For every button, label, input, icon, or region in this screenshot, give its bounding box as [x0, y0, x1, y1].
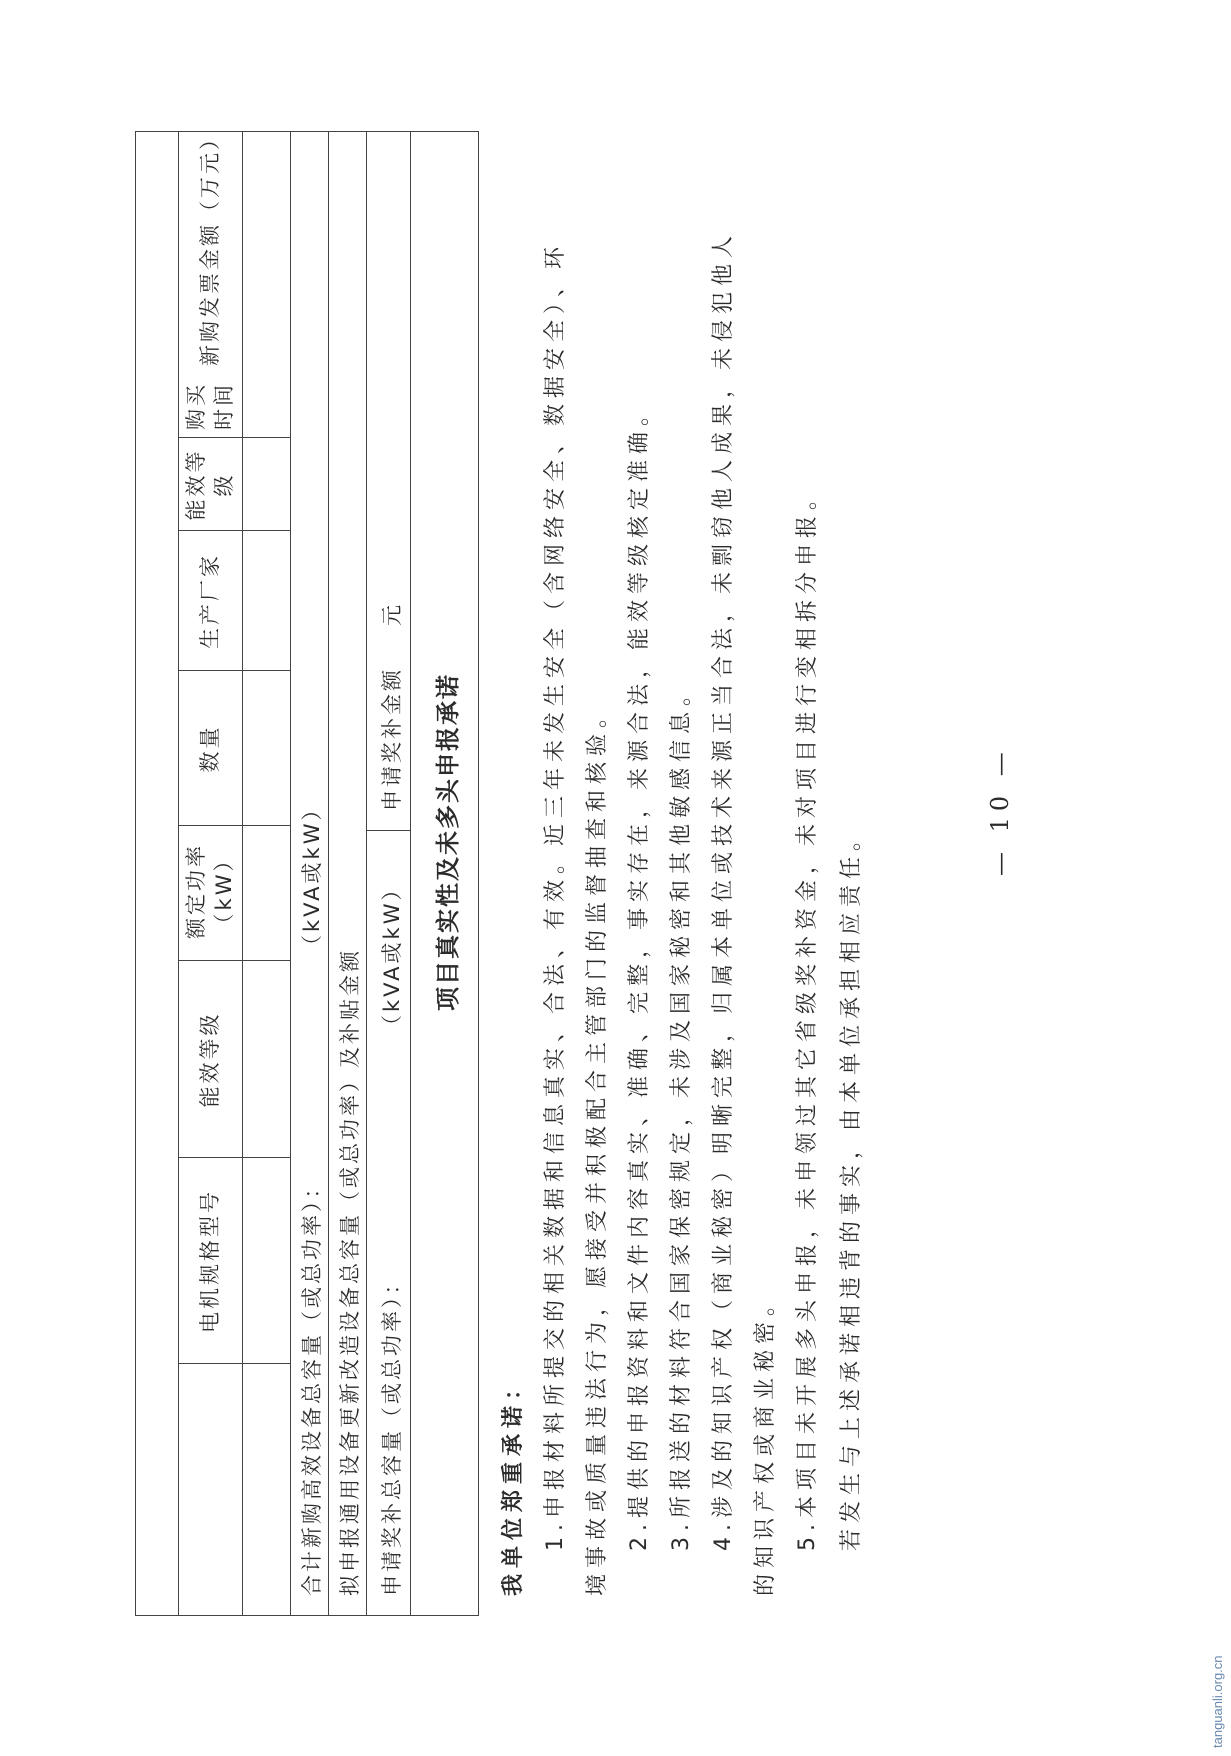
table-rule [410, 131, 411, 1616]
table-rule [366, 131, 367, 1616]
commitment-line: 1.申报材料所提交的相关数据和信息真实、合法、有效。近三年未发生安全（含网络安全、数据安全）、环 [543, 241, 568, 1551]
header-motor-model: 电机规格型号 [197, 1189, 222, 1333]
commitment-line: 5.本项目未开展多头申报，未申领过其它省级奖补资金，未对项目进行变相拆分申报。 [795, 482, 820, 1551]
header-manufacturer: 生产厂家 [197, 553, 222, 649]
commitment-title: 项目真实性及未多头申报承诺 [434, 673, 462, 1011]
apply-capacity-unit: （kVA或kW） [380, 876, 404, 1036]
page-number: — 10 — [986, 746, 1014, 876]
commitment-line: 境事故或质量违法行为，愿接受并积极配合主管部门的监督抽查和核验。 [585, 699, 610, 1596]
apply-amount-label: 申请奖补金额 [380, 667, 404, 811]
total-capacity-unit: （kVA或kW） [300, 796, 324, 956]
footer-watermark: tanguanli.org.cn [1210, 1655, 1225, 1748]
total-capacity-label: 合计新购高效设备总容量（或总功率）： [300, 1174, 324, 1596]
commitment-line: 若发生与上述承诺相违背的事实，由本单位承担相应责任。 [839, 822, 864, 1551]
commitment-line: 4.涉及的知识产权（商业秘密）明晰完整，归属本单位或技术来源正当合法，未剽窃他人成果，未侵犯他人 [711, 230, 736, 1551]
commitment-lead: 我单位郑重承诺： [501, 1371, 526, 1596]
apply-capacity-label: 申请奖补总容量（或总功率）： [380, 1270, 404, 1596]
commitment-line: 的知识产权或商业秘密。 [753, 1287, 778, 1596]
header-invoice-amount: 新购发票金额（万元） [197, 126, 222, 366]
header-efficiency-grade: 能效等级 [197, 1011, 222, 1108]
commitment-line: 2.提供的申报资料和文件内容真实、准确、完整，事实存在，来源合法，能效等级核定准确。 [627, 398, 652, 1551]
header-quantity: 数量 [197, 724, 222, 773]
table-rule [242, 131, 243, 1616]
header-purchase-time: 购买时间 [183, 382, 236, 430]
table-rule [366, 830, 410, 831]
plan-row-label: 拟申报通用设备更新改造设备总容量（或总功率）及补贴金额 [338, 948, 362, 1596]
table-rule [328, 131, 329, 1616]
apply-amount-unit: 元 [380, 602, 404, 626]
header-rated-power: 额定功率（kW） [183, 843, 236, 939]
table-rule [290, 131, 291, 1616]
header-efficiency-grade-2: 能效等级 [183, 448, 236, 521]
commitment-line: 3.所报送的材料符合国家保密规定，未涉及国家秘密和其他敏感信息。 [669, 678, 694, 1551]
